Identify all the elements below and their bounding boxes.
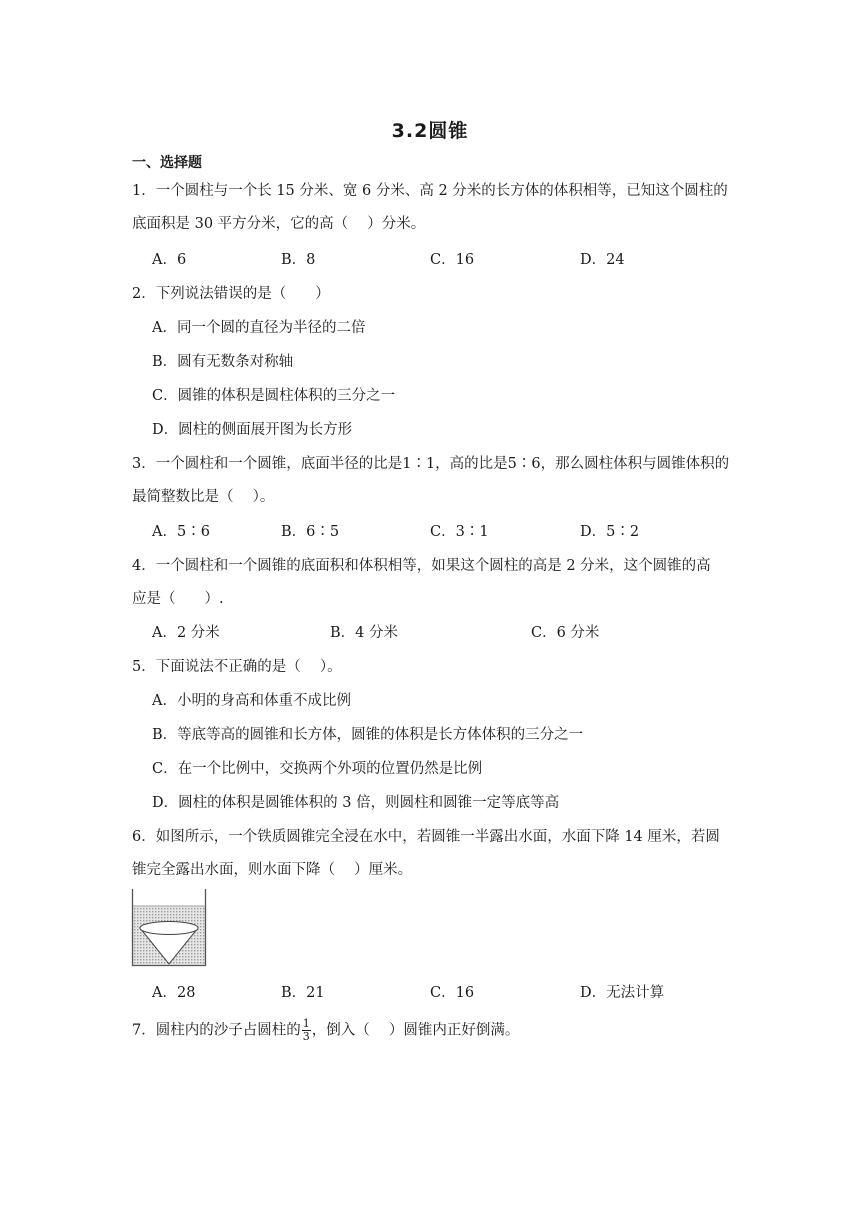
q6-option-a: A．28 <box>152 985 196 1001</box>
question-4-line-2: 应是（ ）. <box>132 591 224 607</box>
q1-option-c: C．16 <box>430 252 475 268</box>
question-4-line-1: 4．一个圆柱和一个圆锥的底面积和体积相等，如果这个圆柱的高是 2 分米，这个圆锥的高 <box>132 558 711 574</box>
q1-option-d: D．24 <box>580 252 625 268</box>
question-3-line-2: 最简整数比是（ ）。 <box>132 489 275 505</box>
q4-option-a: A．2 分米 <box>152 625 220 641</box>
q3-option-b: B．6∶5 <box>281 524 340 540</box>
q2-option-d: D．圆柱的侧面展开图为长方形 <box>152 422 353 438</box>
cone-base-ellipse <box>140 922 198 935</box>
q6-option-d: D．无法计算 <box>580 985 665 1001</box>
question-1-line-1: 1．一个圆柱与一个长 15 分米、宽 6 分米、高 2 分米的长方体的体积相等，已知这个圆柱的 <box>132 183 728 199</box>
question-7-text-end: ，倒入（ ）圆锥内正好倒满。 <box>311 1022 520 1039</box>
question-5-line-1: 5．下面说法不正确的是（ ）。 <box>132 659 342 675</box>
q4-option-c: C．6 分米 <box>531 625 600 641</box>
q6-option-c: C．16 <box>430 985 475 1001</box>
section-heading: 一、选择题 <box>132 155 202 171</box>
q2-option-c: C．圆锥的体积是圆柱体积的三分之一 <box>152 388 396 404</box>
q5-option-b: B．等底等高的圆锥和长方体，圆锥的体积是长方体体积的三分之一 <box>152 727 584 743</box>
question-2-line-1: 2．下列说法错误的是（ ） <box>132 286 330 302</box>
cone-in-water-figure <box>131 887 207 967</box>
q3-option-a: A．5∶6 <box>152 524 210 540</box>
fraction-numerator: 1 <box>302 1017 310 1030</box>
q5-option-c: C．在一个比例中，交换两个外项的位置仍然是比例 <box>152 761 483 777</box>
q2-option-b: B．圆有无数条对称轴 <box>152 354 294 370</box>
q1-option-b: B．8 <box>281 252 316 268</box>
fraction-one-third <box>302 1018 311 1043</box>
question-6-line-1: 6．如图所示，一个铁质圆锥完全浸在水中，若圆锥一半露出水面，水面下降 14 厘米，若圆 <box>132 829 720 845</box>
q5-option-a: A．小明的身高和体重不成比例 <box>152 693 351 709</box>
question-1-line-2: 底面积是 30 平方分米，它的高（ ）分米。 <box>132 216 426 232</box>
fraction-denominator: 3 <box>302 1030 310 1043</box>
question-6-line-2: 锥完全露出水面，则水面下降（ ）厘米。 <box>132 862 413 878</box>
q3-option-d: D．5∶2 <box>580 524 640 540</box>
question-7 <box>132 1018 519 1043</box>
q6-option-b: B．21 <box>281 985 325 1001</box>
q1-option-a: A．6 <box>152 252 187 268</box>
q3-option-c: C．3∶1 <box>430 524 489 540</box>
question-3-line-1: 3．一个圆柱和一个圆锥，底面半径的比是1∶1，高的比是5∶6，那么圆柱体积与圆锥体积的 <box>132 456 730 472</box>
q2-option-a: A．同一个圆的直径为半径的二倍 <box>152 320 366 336</box>
q4-option-b: B．4 分米 <box>330 625 398 641</box>
question-7-text-start: 7．圆柱内的沙子占圆柱的 <box>132 1022 301 1039</box>
page-title: 3.2圆锥 <box>391 120 469 142</box>
q5-option-d: D．圆柱的体积是圆锥体积的 3 倍，则圆柱和圆锥一定等底等高 <box>152 795 560 811</box>
